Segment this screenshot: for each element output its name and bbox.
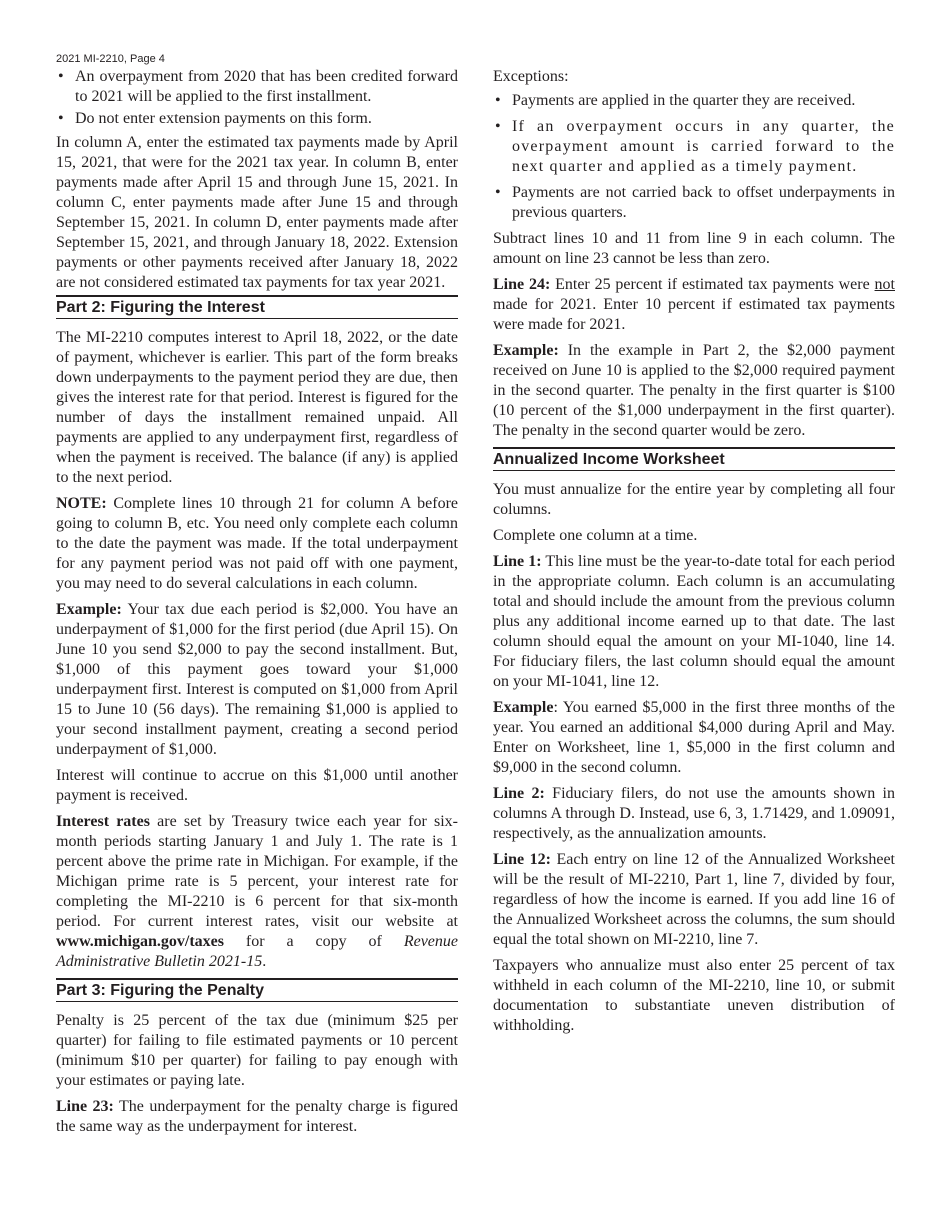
interest-rates-text: are set by Treasury twice each year for six-month periods starting January 1 and July 1. The rate is 1 percent above the prime rate in Michigan. For example, if the Michigan prime rate is 5 percent, your interest rate for completing the MI-2210 is 6 percent for that six-month period. For current interest rates, visit our website at	[56, 813, 459, 930]
interest-rates-paragraph	[56, 812, 458, 972]
interest-rates-label: Interest rates	[56, 813, 150, 830]
exceptions-list	[493, 91, 895, 223]
right-column	[493, 67, 895, 1042]
list-item: • Payments are applied in the quarter they are received.	[493, 91, 895, 111]
example-text: Your tax due each period is $2,000. You have an underpayment of $1,000 for the first period (due April 15). On June 10 you send $2,000 to pay the second installment. But, $1,000 of this payment goes toward your $1,000 underpayment first. Interest is computed on $1,000 from April 15 to June 10 (56 days). The remaining $1,000 is applied to your second installment payment, creating a second period underpayment of $1,000.	[56, 601, 458, 758]
subtract-paragraph: Subtract lines 10 and 11 from line 9 in each column. The amount on line 23 cannot be less than zero.	[493, 230, 895, 267]
left-column	[56, 67, 458, 1143]
line24-text: Enter 25 percent if estimated tax payments were	[550, 276, 875, 293]
line2-label: Line 2:	[493, 785, 545, 802]
one-column-paragraph: Complete one column at a time.	[493, 527, 698, 544]
website-link[interactable]: www.michigan.gov/taxes	[56, 933, 224, 950]
income-example-label: Example	[493, 699, 554, 716]
left-bullet-list	[56, 67, 458, 129]
penalty-example-text: In the example in Part 2, the $2,000 payment received on June 10 is applied to the $2,000 required payment in the second quarter. The penalty in the first quarter is $100 (10 percent of the $1,000 underpayment in the first quarter). The penalty in the second quarter would be zero.	[493, 342, 895, 439]
list-item: • An overpayment from 2020 that has been credited forward to 2021 will be applied to the first installment.	[56, 67, 458, 107]
note-paragraph	[56, 494, 458, 594]
example-label: Example:	[56, 601, 122, 618]
penalty-example-paragraph	[493, 341, 895, 441]
income-example-paragraph	[493, 698, 895, 778]
line1-label: Line 1:	[493, 553, 542, 570]
penalty-example-label: Example:	[493, 342, 559, 359]
interest-rates-end: .	[262, 953, 267, 970]
interest-rates-text-2: for a copy of	[224, 933, 404, 950]
line1-paragraph	[493, 552, 895, 692]
interest-continue-paragraph: Interest will continue to accrue on this $1,000 until another payment is received.	[56, 767, 458, 804]
list-item: • Do not enter extension payments on this form.	[56, 109, 458, 129]
line24-text-2: made for 2021. Enter 10 percent if estimated tax payments were made for 2021.	[493, 296, 895, 333]
bulletin-title: Revenue Administrative Bulletin 2021-15	[56, 933, 458, 970]
exceptions-label: Exceptions:	[493, 68, 569, 85]
part2-paragraph: The MI-2210 computes interest to April 18, 2022, or the date of payment, whichever is earlier. This part of the form breaks down underpayments to the payment period they are due, then gives the interest rate for that period. Interest is figured for the number of days the installment remained unpaid. All payments are applied to any underpayment first, regardless of when the payment is received. The balance (if any) is applied to the next period.	[56, 329, 458, 486]
annualize-paragraph: You must annualize for the entire year by completing all four columns.	[493, 481, 895, 518]
column-instructions: In column A, enter the estimated tax payments made by April 15, 2021, that were for the 2021 tax year. In column B, enter payments made after April 15 and through June 15, 2021. In column C, enter payments made after June 15 and through September 15, 2021. In column D, enter payments made after September 15, 2021, and through January 18, 2022. Extension payments or other payments received after January 18, 2022 are not considered estimated tax payments for tax year 2021.	[56, 134, 458, 291]
part2-heading: Part 2: Figuring the Interest	[56, 295, 458, 319]
line23-text: The underpayment for the penalty charge is figured the same way as the underpayment for interest.	[56, 1098, 459, 1135]
line23-label: Line 23:	[56, 1098, 114, 1115]
line12-label: Line 12:	[493, 851, 551, 868]
example-paragraph	[56, 600, 458, 760]
list-item: • Payments are not carried back to offset underpayments in previous quarters.	[493, 183, 895, 223]
line24-label: Line 24:	[493, 276, 551, 293]
taxpayers-paragraph: Taxpayers who annualize must also enter 25 percent of tax withheld in each column of the MI-2210, line 10, or submit documentation to substantiate uneven distribution of withholding.	[493, 957, 895, 1034]
annualized-worksheet-heading: Annualized Income Worksheet	[493, 447, 895, 471]
line1-text: This line must be the year-to-date total for each period in the appropriate column. Each column is an accumulating total and should include the amount from the previous column plus any additional income earned up to that date. The last column should equal the amount on your MI-1040, line 14. For fiduciary filers, the last column should equal the amount on your MI-1041, line 12.	[493, 553, 895, 690]
penalty-paragraph: Penalty is 25 percent of the tax due (minimum $25 per quarter) for failing to file estimated payments or 10 percent (minimum $10 per quarter) for failing to pay enough with your estimates or paying late.	[56, 1012, 458, 1089]
line2-paragraph	[493, 784, 895, 844]
line24-not: not	[874, 276, 895, 293]
line24-paragraph	[493, 275, 895, 335]
line23-paragraph	[56, 1097, 458, 1137]
note-text: Complete lines 10 through 21 for column A before going to column B, etc. You need only complete each column to the date the payment was made. If the total underpayment for any payment period was not paid off with one payment, you may need to do several calculations in each column.	[56, 495, 458, 592]
page-header: 2021 MI-2210, Page 4	[56, 53, 165, 65]
list-item: • If an overpayment occurs in any quarter, the overpayment amount is carried forward to the next quarter and applied as a timely payment.	[493, 117, 895, 177]
part3-heading: Part 3: Figuring the Penalty	[56, 978, 458, 1002]
note-label: NOTE:	[56, 495, 107, 512]
line12-text: Each entry on line 12 of the Annualized Worksheet will be the result of MI-2210, Part 1, line 7, divided by four, regardless of how the income is earned. If you add line 16 of the Annualized Worksheet across the columns, the sum should equal the total shown on MI-2210, line 7.	[493, 851, 895, 948]
income-example-text: : You earned $5,000 in the first three months of the year. You earned an additional $4,000 during April and May. Enter on Worksheet, line 1, $5,000 in the first column and $9,000 in the second column.	[493, 699, 895, 776]
line2-text: Fiduciary filers, do not use the amounts shown in columns A through D. Instead, use 6, 3, 1.71429, and 1.09091, respectively, as the annualization amounts.	[493, 785, 895, 842]
line12-paragraph	[493, 850, 895, 950]
